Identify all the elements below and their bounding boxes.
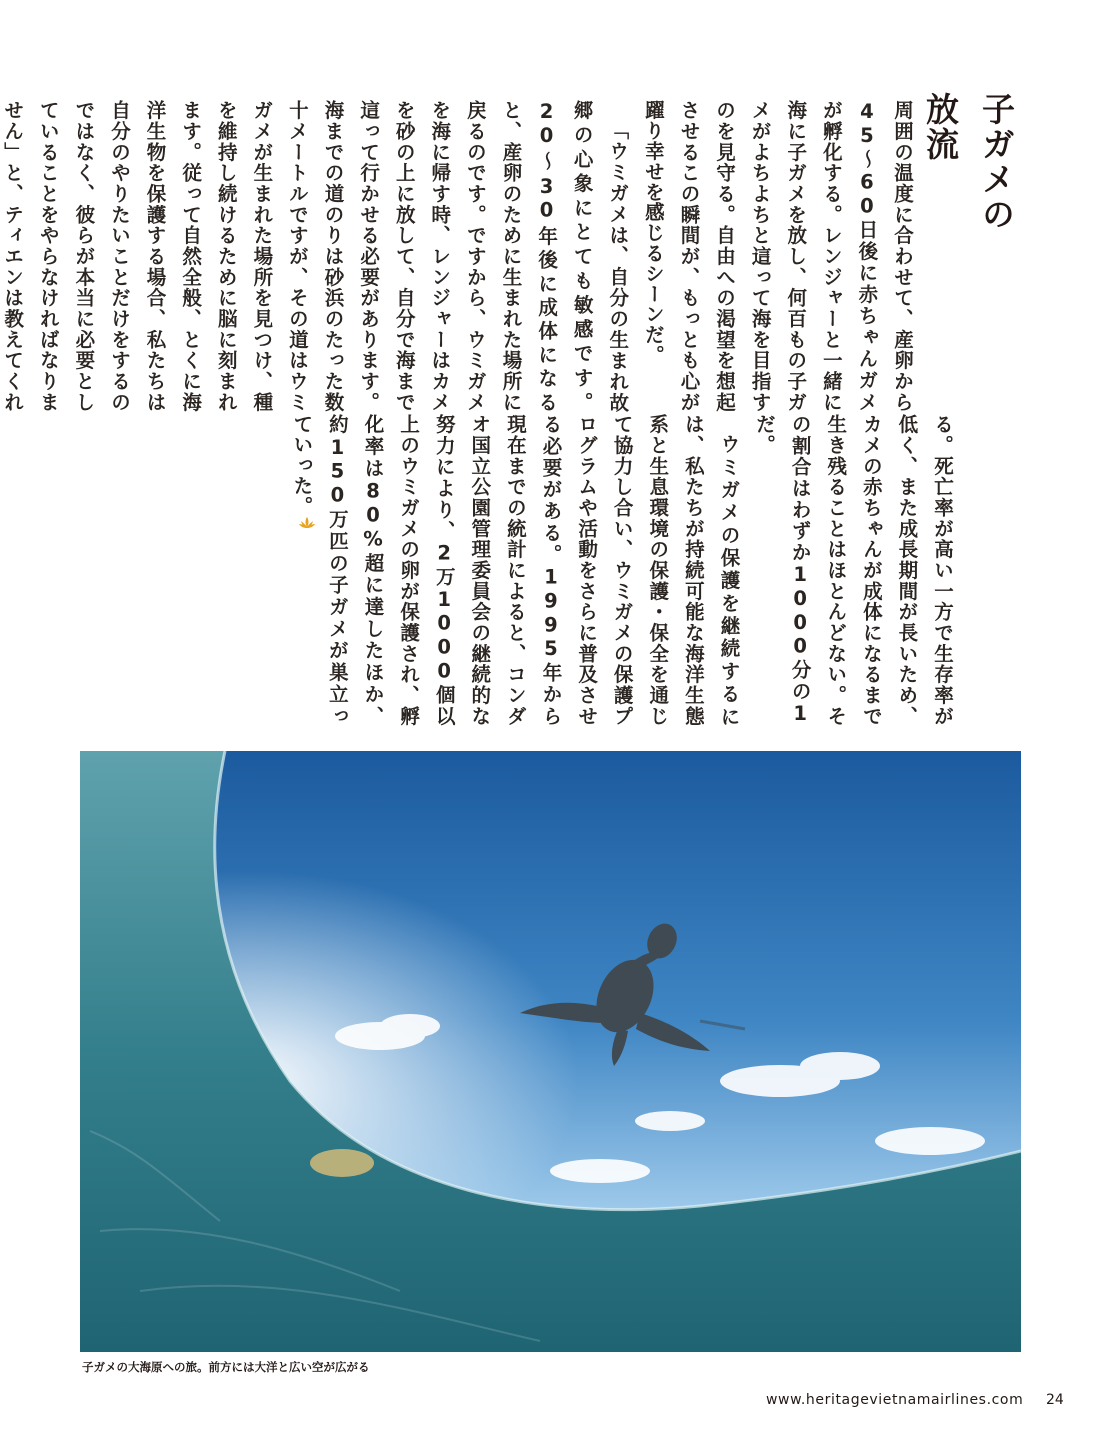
page-number: 24 <box>1046 1392 1064 1408</box>
paragraph-tien-quote: 「ウミガメは、自分の生まれ故郷の心象にとても敏感です。20〜30年後に成体になると、産卵のために生まれた場所に戻るのです。ですから、ウミガメを海に帰す時、レンジャーはカメを砂の上に放して、自分で海まで這って行かせる必要があります。海までの道のりは砂浜のたった数十メートルですが、その道はウミガメが生まれた場所を見つけ、種を維持し続けるために脳に刻まれます。従って自然全般、とくに海洋生物を保護する場合、私たちは自分のやりたいことだけをするのではなく、彼らが本当に必要としていることをやらなければなりません」と、ティエンは教えてくれ <box>1 100 630 412</box>
sea-turtle-photo <box>80 751 1021 1352</box>
article-body-lower <box>290 414 960 726</box>
sea-turtle-photo-illustration <box>80 751 1021 1352</box>
paragraph-conservation-text: ウミガメの保護を継続するには、私たちが持続可能な海洋生態系と生息環境の保護・保全を通じて協力し合い、ウミガメの保護プログラムや活動をさらに普及させる必要がある。1995年から現在までの統計によると、コンダオ国立公園管理委員会の継続的な努力により、2万1000個以上のウミガメの卵が保護され、孵化率は80%超に達したほか、約150万匹の子ガメが巣立っていった。 <box>290 414 741 726</box>
article-body-upper <box>1 100 920 412</box>
paragraph-survival: る。死亡率が高い一方で生存率が低く、また成長期間が長いため、カメの赤ちゃんが成体になるまで生き残ることはほとんどない。その割合はわずか1000分の1だ。 <box>753 414 954 726</box>
footer-website-url[interactable]: www.heritagevietnamairlines.com <box>766 1392 1024 1408</box>
paragraph-conservation <box>284 414 747 726</box>
article-heading: 子ガメの放流 <box>921 92 1016 232</box>
paragraph-hatching: 周囲の温度に合わせて、産卵から45〜60日後に赤ちゃんガメが孵化する。レンジャーと一緒に海に子ガメを放し、何百もの子ガメがよちよちと這って海を目指すのを見守る。自由への渇望を想起させるこの瞬間が、もっとも心が躍り幸せを感じるシーンだ。 <box>641 100 914 412</box>
photo-caption: 子ガメの大海原への旅。前方には大洋と広い空が広がる <box>82 1360 370 1374</box>
lotus-end-mark-icon <box>298 516 316 530</box>
